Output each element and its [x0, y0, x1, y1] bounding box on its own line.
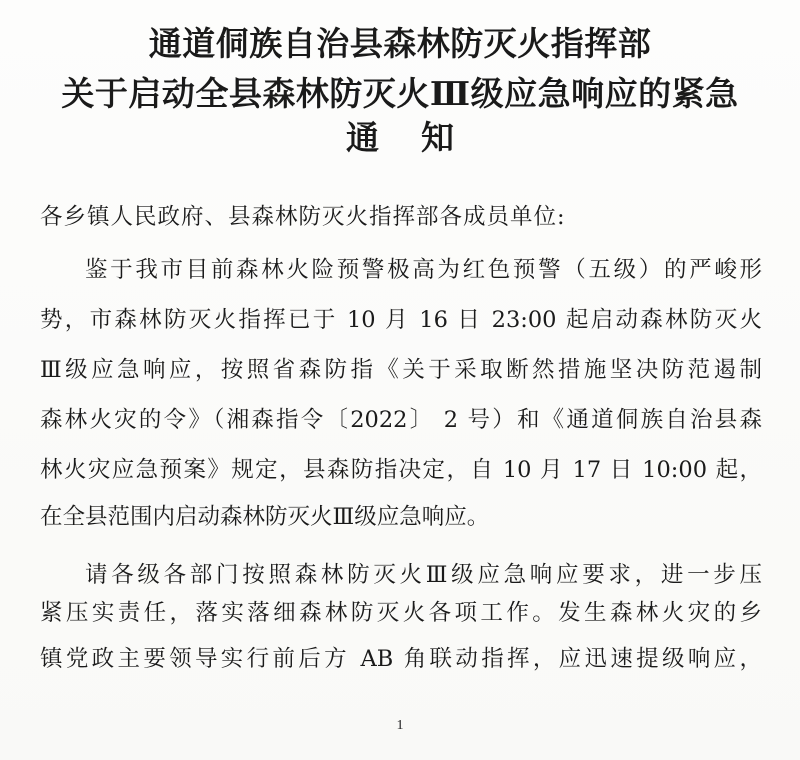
salutation: 各乡镇人民政府、县森林防灭火指挥部各成员单位: — [40, 204, 566, 230]
paragraph-2-line-3: 镇党政主要领导实行前后方 AB 角联动指挥，应迅速提级响应， — [40, 646, 762, 672]
paragraph-1-line-1: 鉴于我市目前森林火险预警极高为红色预警（五级）的严峻形 — [85, 257, 762, 283]
paragraph-1-line-5: 林火灾应急预案》规定，县森防指决定，自 10 月 17 日 10:00 起， — [40, 457, 762, 483]
paragraph-1-line-4: 森林火灾的令》（湘森指令〔2022〕 2 号）和《通道侗族自治县森 — [40, 407, 762, 433]
paragraph-1-line-3: Ⅲ级应急响应，按照省森防指《关于采取断然措施坚决防范遏制 — [40, 357, 762, 383]
document-title-line-3: 通知 — [346, 118, 496, 157]
paragraph-2-line-1: 请各级各部门按照森林防灭火Ⅲ级应急响应要求，进一步压 — [85, 562, 762, 588]
paragraph-2-line-2: 紧压实责任，落实落细森林防灭火各项工作。发生森林火灾的乡 — [40, 600, 762, 626]
paragraph-1-line-6: 在全县范围内启动森林防灭火Ⅲ级应急响应。 — [40, 504, 490, 530]
document-title-line-1: 通道侗族自治县森林防灭火指挥部 — [148, 24, 652, 63]
page-number: 1 — [396, 718, 404, 733]
paragraph-1-line-2: 势，市森林防灭火指挥已于 10 月 16 日 23:00 起启动森林防灭火 — [40, 307, 762, 333]
document-title-line-2: 关于启动全县森林防灭火Ⅲ级应急响应的紧急 — [61, 74, 739, 113]
